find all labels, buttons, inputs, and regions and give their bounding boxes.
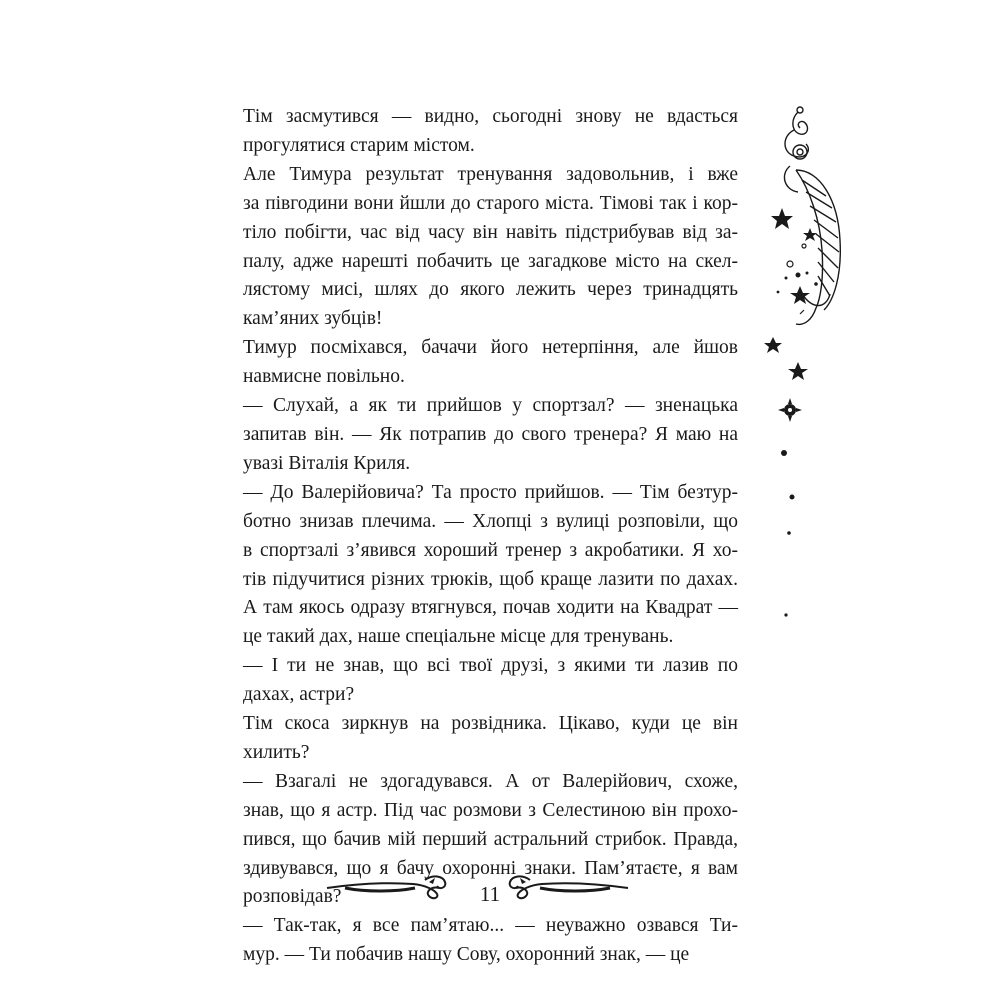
text-line: — До Валерійовича? Та просто прийшов. — Тім безтур- xyxy=(243,481,738,503)
text-line: це такий дах, наше спеціальне місце для тренувань. xyxy=(243,626,674,648)
text-line: навмисне повільно. xyxy=(243,366,405,388)
paragraph xyxy=(243,479,738,652)
text-line: — І ти не знав, що всі твої друзі, з якими ти лазив по xyxy=(243,655,738,677)
paragraph xyxy=(243,392,738,479)
text-line: мур. — Ти побачив нашу Сову, охоронний знак, — це xyxy=(243,944,690,966)
text-line: в спортзалі з’явився хороший тренер з акробатики. Я хо- xyxy=(243,539,738,561)
paragraph xyxy=(243,334,738,392)
text-line: ботно знизав плечима. — Хлопці з вулиці розповіли, що xyxy=(243,510,738,532)
text-line: кам’яних зубців! xyxy=(243,308,383,330)
text-line: розповідав? xyxy=(243,886,342,908)
text-line: Тимур посміхався, бачачи його нетерпіння, але йшов xyxy=(243,337,738,359)
text-line: палу, адже нарешті побачить це загадкове місто на скел- xyxy=(243,250,738,272)
page-number: 11 xyxy=(479,882,501,906)
body-text xyxy=(243,103,738,970)
star-ornament-decoration xyxy=(760,100,850,640)
text-line: тіло побігти, час від часу він навіть підстрибував від за- xyxy=(243,221,738,243)
text-line: тів підучитися різних трюків, щоб краще лазити по дахах. xyxy=(243,568,738,590)
text-line: запитав він. — Як потрапив до свого тренера? Я маю на xyxy=(243,423,738,445)
text-line: дахах, астри? xyxy=(243,684,355,706)
paragraph xyxy=(243,710,738,768)
paragraph xyxy=(243,103,738,161)
text-line: за півгодини вони йшли до старого міста. Тімові так і кор- xyxy=(243,192,738,214)
text-line: — Слухай, а як ти прийшов у спортзал? — зненацька xyxy=(243,395,738,417)
text-line: Тім скоса зиркнув на розвідника. Цікаво, куди це він xyxy=(243,713,738,735)
text-line: здивувався, що я бачу охоронні знаки. Пам’ятаєте, я вам xyxy=(243,857,738,879)
text-line: пився, що бачив мій перший астральний стрибок. Правда, xyxy=(243,828,738,850)
text-line: А там якось одразу втягнувся, почав ходити на Квадрат — xyxy=(243,597,738,619)
text-line: прогулятися старим містом. xyxy=(243,134,475,156)
left-swirl-ornament xyxy=(325,872,450,902)
text-line: увазі Віталія Криля. xyxy=(243,452,411,474)
text-line: Але Тимура результат тренування задовольнив, і вже xyxy=(243,163,738,185)
paragraph xyxy=(243,652,738,710)
right-swirl-ornament xyxy=(505,872,630,902)
text-line: хилить? xyxy=(243,741,310,763)
text-line: — Взагалі не здогадувався. А от Валерійович, схоже, xyxy=(243,770,738,792)
text-line: Тім засмутився — видно, сьогодні знову не вдасться xyxy=(243,106,738,127)
paragraph xyxy=(243,912,738,970)
text-line: знав, що я астр. Під час розмови з Селестиною він прохо- xyxy=(243,799,738,821)
text-line: лястому мисі, шлях до якого лежить через тринадцять xyxy=(243,279,738,301)
text-line: — Так-так, я все пам’ятаю... — неуважно озвався Ти- xyxy=(243,915,738,937)
paragraph xyxy=(243,161,738,334)
